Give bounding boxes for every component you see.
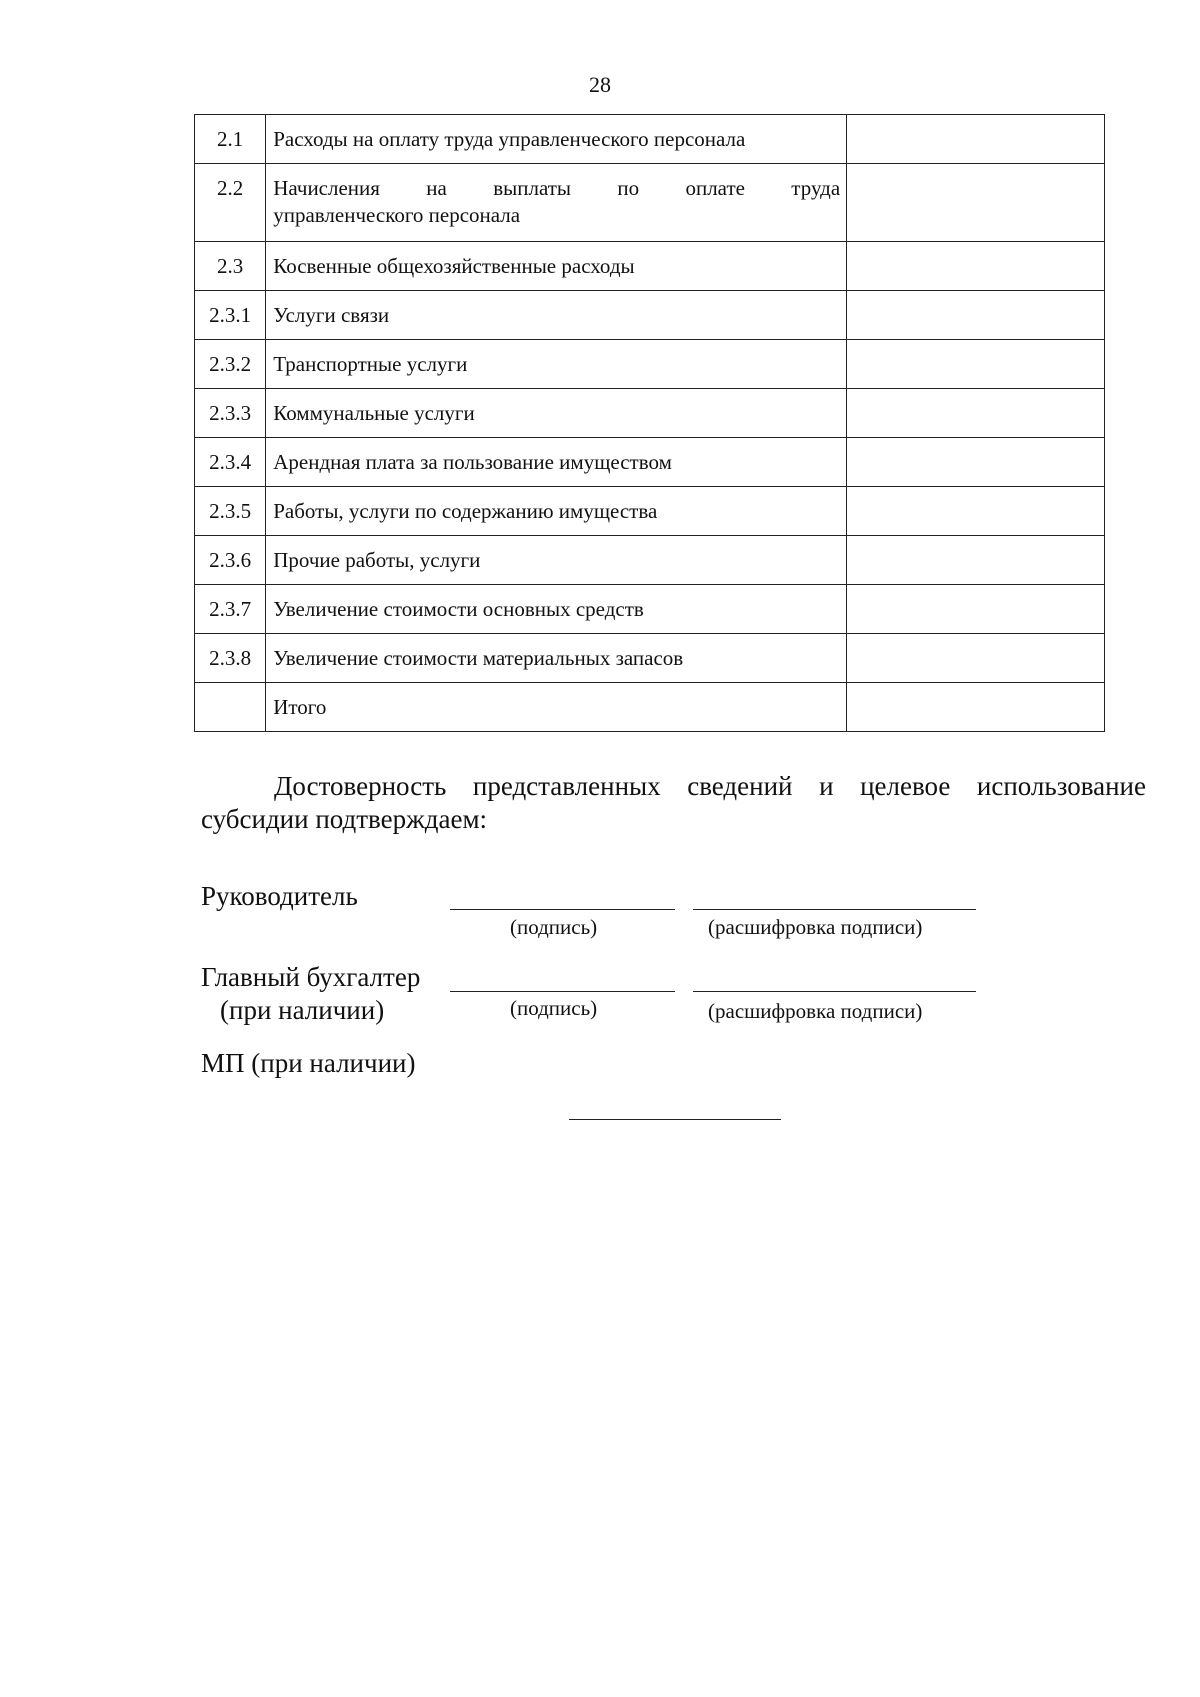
row-code: 2.3 [195, 242, 266, 291]
row-code: 2.3.4 [195, 438, 266, 487]
row-value[interactable] [847, 536, 1105, 585]
row-value[interactable] [847, 291, 1105, 340]
table-row [195, 291, 1105, 340]
row-name-line-1: Начисления на выплаты по оплате труда [273, 176, 841, 200]
row-name: Работы, услуги по содержанию имущества [266, 487, 847, 536]
row-code: 2.3.5 [195, 487, 266, 536]
table-row [195, 634, 1105, 683]
row-code [195, 683, 266, 732]
page-number: 28 [589, 72, 611, 97]
row-code: 2.3.7 [195, 585, 266, 634]
table-row [195, 340, 1105, 389]
end-separator-line [569, 1119, 781, 1120]
row-name [266, 164, 847, 242]
row-name: Увеличение стоимости материальных запасов [266, 634, 847, 683]
row-code: 2.3.1 [195, 291, 266, 340]
table-row [195, 585, 1105, 634]
row-name: Коммунальные услуги [266, 389, 847, 438]
row-value[interactable] [847, 242, 1105, 291]
row-name: Прочие работы, услуги [266, 536, 847, 585]
table-row [195, 164, 1105, 242]
table-row [195, 438, 1105, 487]
row-name: Косвенные общехозяйственные расходы [266, 242, 847, 291]
table-row [195, 389, 1105, 438]
signature-caption: (подпись) [510, 915, 598, 939]
table-row [195, 487, 1105, 536]
transcript-caption: (расшифровка подписи) [708, 999, 923, 1023]
confirmation-text [201, 770, 1146, 836]
head-transcript-line[interactable] [693, 909, 976, 910]
confirmation-line-2: субсидии подтверждаем: [201, 804, 488, 834]
table-row [195, 536, 1105, 585]
expenses-table [194, 114, 1105, 732]
row-value[interactable] [847, 438, 1105, 487]
row-value[interactable] [847, 683, 1105, 732]
row-code: 2.3.8 [195, 634, 266, 683]
row-code: 2.1 [195, 115, 266, 164]
row-name: Итого [266, 683, 847, 732]
chief-accountant-transcript-line[interactable] [693, 991, 976, 992]
table-row-total [195, 683, 1105, 732]
head-label: Руководитель [201, 881, 358, 911]
row-code: 2.3.2 [195, 340, 266, 389]
row-value[interactable] [847, 164, 1105, 242]
row-name: Услуги связи [266, 291, 847, 340]
row-value[interactable] [847, 634, 1105, 683]
chief-accountant-label: Главный бухгалтер [201, 962, 421, 992]
transcript-caption: (расшифровка подписи) [708, 915, 923, 939]
row-value[interactable] [847, 115, 1105, 164]
row-name: Транспортные услуги [266, 340, 847, 389]
row-code: 2.2 [195, 164, 266, 242]
head-signature-line[interactable] [450, 909, 675, 910]
table-row [195, 242, 1105, 291]
row-value[interactable] [847, 585, 1105, 634]
table-row [195, 115, 1105, 164]
row-name: Арендная плата за пользование имуществом [266, 438, 847, 487]
row-code: 2.3.3 [195, 389, 266, 438]
row-name: Расходы на оплату труда управленческого персонала [266, 115, 847, 164]
row-value[interactable] [847, 487, 1105, 536]
confirmation-line-1: Достоверность представленных сведений и целевое использование [274, 771, 1146, 801]
chief-accountant-signature-line[interactable] [450, 991, 675, 992]
row-code: 2.3.6 [195, 536, 266, 585]
row-value[interactable] [847, 389, 1105, 438]
signature-caption: (подпись) [510, 996, 598, 1020]
row-name-line-2: управленческого персонала [273, 203, 521, 227]
chief-accountant-note: (при наличии) [220, 995, 385, 1025]
stamp-label: МП (при наличии) [201, 1048, 416, 1078]
row-value[interactable] [847, 340, 1105, 389]
row-name: Увеличение стоимости основных средств [266, 585, 847, 634]
